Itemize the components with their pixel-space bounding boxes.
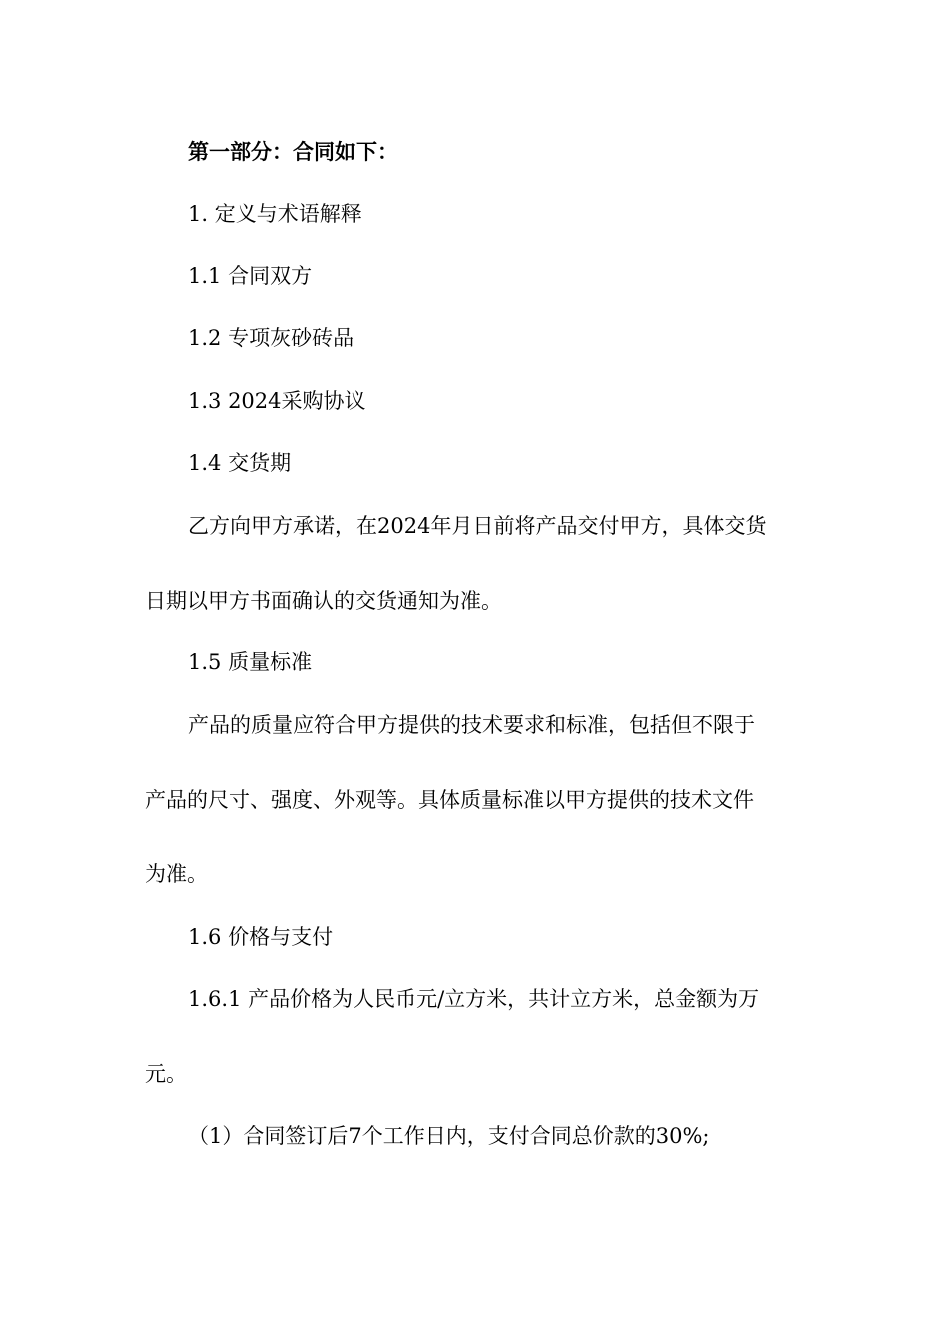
payment-item-1: （1）合同签订后7个工作日内，支付合同总价款的30%; <box>188 1124 710 1148</box>
price-paragraph-line-1: 1.6.1 产品价格为人民币元/立方米，共计立方米，总金额为万 <box>188 987 760 1011</box>
clause-1-5-title: 1.5 质量标准 <box>188 650 313 674</box>
quality-paragraph-line-3: 为准。 <box>145 862 208 886</box>
section-heading: 第一部分：合同如下： <box>188 139 398 164</box>
clause-1-6-title: 1.6 价格与支付 <box>188 925 334 949</box>
delivery-paragraph-line-2: 日期以甲方书面确认的交货通知为准。 <box>145 589 502 613</box>
clause-1-2-title: 1.2 专项灰砂砖品 <box>188 326 355 350</box>
quality-paragraph-line-1: 产品的质量应符合甲方提供的技术要求和标准，包括但不限于 <box>188 713 755 737</box>
clause-1-3-title: 1.3 2024采购协议 <box>188 389 366 413</box>
price-paragraph-line-2: 元。 <box>145 1062 187 1086</box>
clause-1-title: 1. 定义与术语解释 <box>188 202 362 226</box>
clause-1-4-title: 1.4 交货期 <box>188 451 292 475</box>
delivery-paragraph-line-1: 乙方向甲方承诺，在2024年月日前将产品交付甲方，具体交货 <box>188 514 767 538</box>
quality-paragraph-line-2: 产品的尺寸、强度、外观等。具体质量标准以甲方提供的技术文件 <box>145 788 754 812</box>
clause-1-1-title: 1.1 合同双方 <box>188 264 313 288</box>
